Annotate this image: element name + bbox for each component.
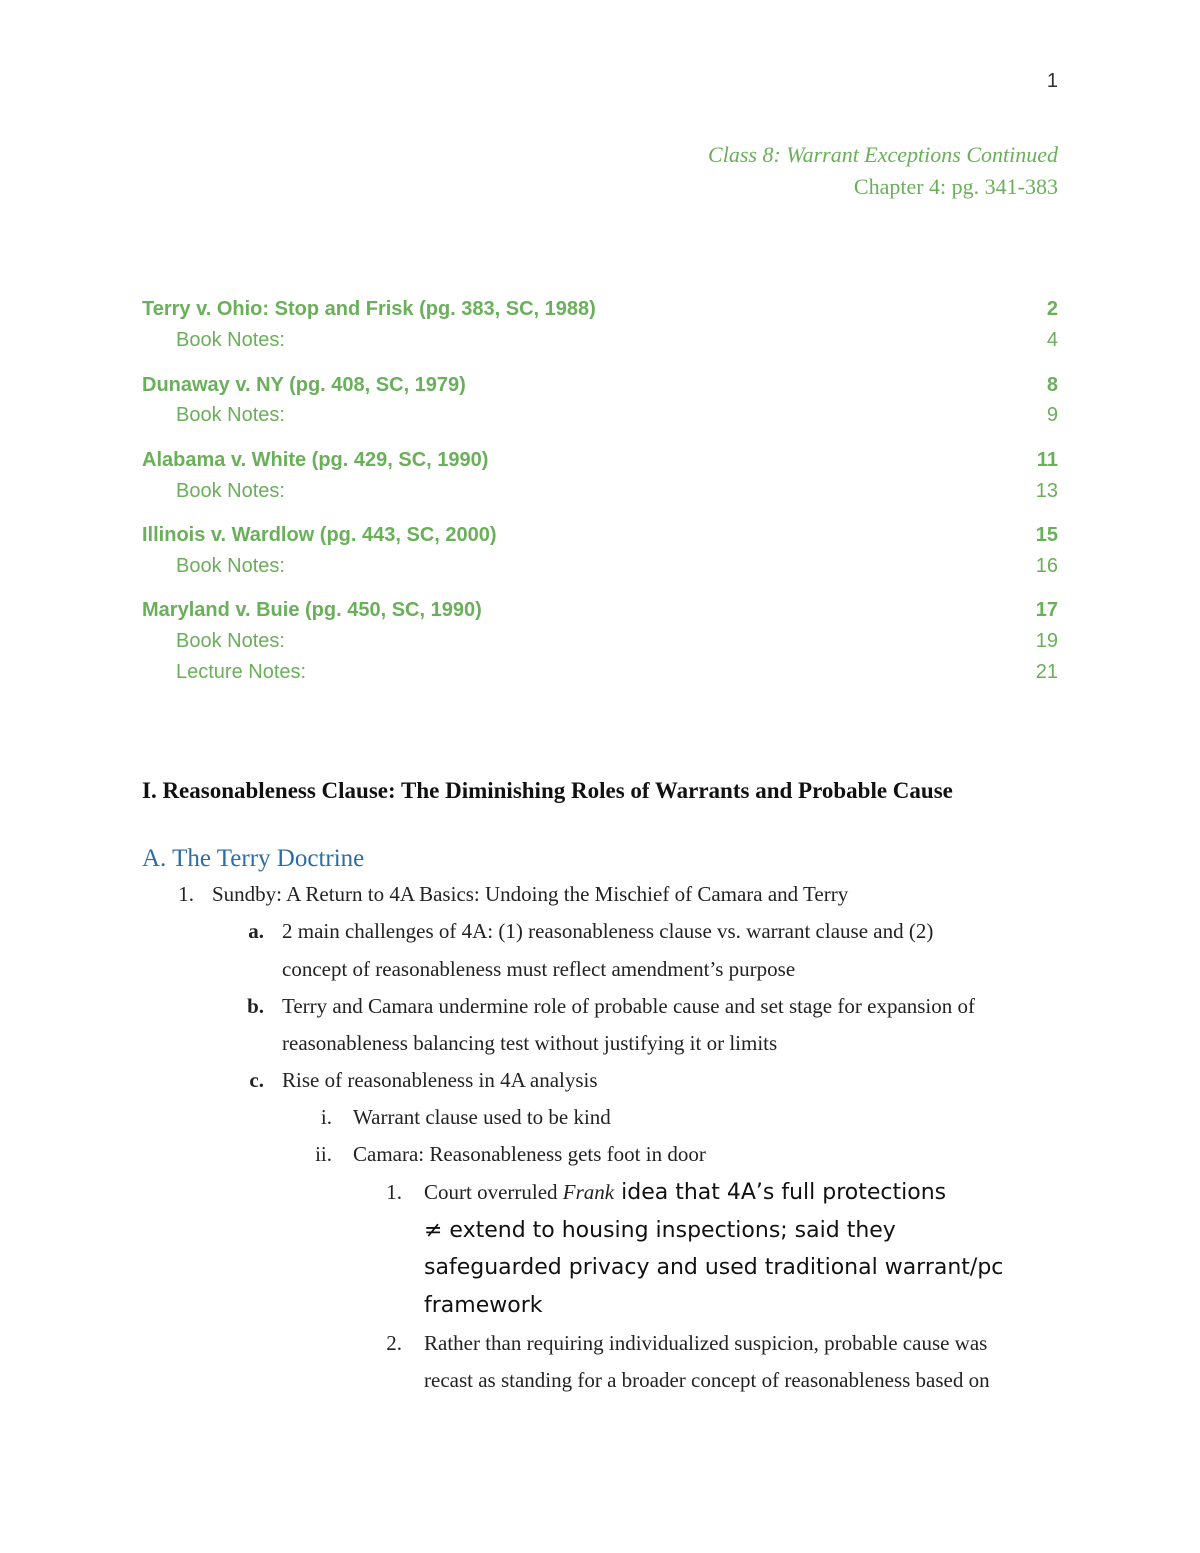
toc-entry-page: 15 <box>1035 524 1058 546</box>
toc-entry-label: Terry v. Ohio: Stop and Frisk (pg. 383, SC, 1988) <box>142 298 596 320</box>
toc-entry-page: 4 <box>1046 329 1058 351</box>
section-heading: I. Reasonableness Clause: The Diminishing Roles of Warrants and Probable Cause <box>142 778 953 803</box>
list-item-text: Terry and Camara undermine role of probable cause and set stage for expansion of <box>282 994 976 1018</box>
toc-entry-page: 19 <box>1035 630 1058 652</box>
list-item-continuation: concept of reasonableness must reflect amendment’s purpose <box>282 957 796 981</box>
list-item-text: 2 main challenges of 4A: (1) reasonableness clause vs. warrant clause and (2) <box>282 919 934 943</box>
list-item <box>0 988 1200 1025</box>
document-title: Class 8: Warrant Exceptions Continued <box>708 142 1058 167</box>
toc-entry-label: Dunaway v. NY (pg. 408, SC, 1979) <box>142 374 466 396</box>
toc-entry-label: Illinois v. Wardlow (pg. 443, SC, 2000) <box>142 524 497 546</box>
list-marker: i. <box>320 1105 332 1129</box>
list-item <box>0 913 1200 950</box>
case-name: Frank <box>562 1180 615 1204</box>
list-item-continuation: framework <box>424 1293 543 1318</box>
toc-entry[interactable] <box>142 478 1058 504</box>
list-item-text-rest: idea that 4A’s full protections <box>614 1180 947 1205</box>
toc-entry[interactable] <box>142 597 1058 623</box>
list-item <box>0 1062 1200 1099</box>
list-marker: b. <box>247 994 264 1018</box>
list-item <box>0 1174 1200 1211</box>
toc-entry-label: Book Notes: <box>176 329 285 351</box>
list-item-text: Rise of reasonableness in 4A analysis <box>282 1068 598 1092</box>
toc-entry[interactable] <box>142 372 1058 398</box>
page-number: 1 <box>1046 70 1058 92</box>
list-marker: ii. <box>315 1142 332 1166</box>
list-item <box>0 1099 1200 1136</box>
list-item-text: Camara: Reasonableness gets foot in door <box>353 1142 706 1166</box>
toc-entry-page: 8 <box>1046 374 1058 396</box>
toc-entry-label: Book Notes: <box>176 480 285 502</box>
list-item-text: Warrant clause used to be kind <box>353 1105 611 1129</box>
toc-entry[interactable] <box>142 553 1058 579</box>
list-item <box>0 876 1200 913</box>
list-marker: c. <box>249 1068 264 1092</box>
toc-entry-page: 13 <box>1035 480 1058 502</box>
list-item <box>0 1325 1200 1362</box>
toc-entry[interactable] <box>142 522 1058 548</box>
toc-entry[interactable] <box>142 447 1058 473</box>
toc-entry-label: Alabama v. White (pg. 429, SC, 1990) <box>142 449 489 471</box>
toc-entry-label: Lecture Notes: <box>176 661 307 683</box>
list-item-text <box>424 1174 946 1211</box>
toc-entry-page: 11 <box>1036 449 1058 471</box>
list-item-continuation: ≠ extend to housing inspections; said they <box>424 1218 896 1243</box>
toc-entry-label: Maryland v. Buie (pg. 450, SC, 1990) <box>142 599 482 621</box>
list-marker: 1. <box>386 1180 402 1204</box>
toc-entry-page: 17 <box>1035 599 1058 621</box>
list-item-continuation: reasonableness balancing test without justifying it or limits <box>282 1031 778 1055</box>
toc-entry-label: Book Notes: <box>176 404 285 426</box>
list-item-text: Rather than requiring individualized suspicion, probable cause was <box>424 1331 988 1355</box>
toc-entry-page: 16 <box>1035 555 1058 577</box>
toc-entry-page: 9 <box>1046 404 1058 426</box>
toc-entry[interactable] <box>142 402 1058 428</box>
toc-entry-label: Book Notes: <box>176 630 285 652</box>
list-item-continuation: recast as standing for a broader concept of reasonableness based on <box>424 1368 990 1392</box>
list-marker: a. <box>248 919 264 943</box>
list-marker: 2. <box>386 1331 402 1355</box>
toc-entry[interactable] <box>142 296 1058 322</box>
toc-entry-page: 2 <box>1046 298 1058 320</box>
list-item-continuation: safeguarded privacy and used traditional warrant/pc <box>424 1255 1004 1280</box>
list-item <box>0 1136 1200 1173</box>
toc-entry[interactable] <box>142 659 1058 685</box>
toc-entry[interactable] <box>142 327 1058 353</box>
list-item-text-prefix: Court overruled <box>424 1180 563 1204</box>
list-item-text: Sundby: A Return to 4A Basics: Undoing the Mischief of Camara and Terry <box>212 882 849 906</box>
chapter-reference: Chapter 4: pg. 341-383 <box>853 174 1058 199</box>
subsection-heading: A. The Terry Doctrine <box>142 845 365 872</box>
toc-entry[interactable] <box>142 628 1058 654</box>
toc-entry-label: Book Notes: <box>176 555 285 577</box>
list-marker: 1. <box>178 882 194 906</box>
toc-entry-page: 21 <box>1035 661 1058 683</box>
